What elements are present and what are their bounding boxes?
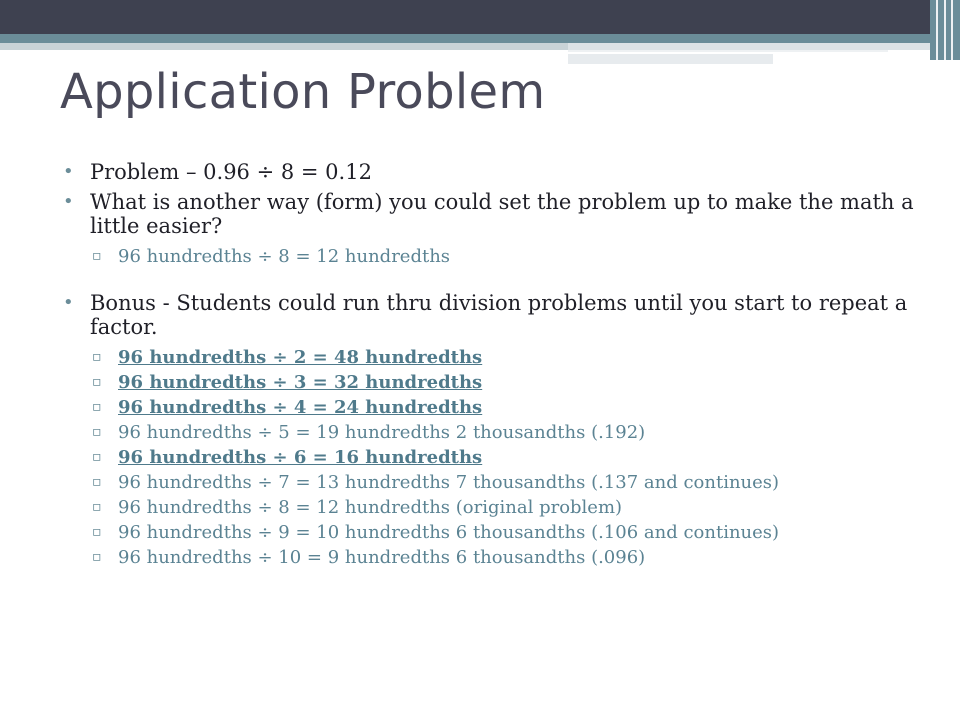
bonus-item-text: 96 hundredths ÷ 10 = 9 hundredths 6 thousandths (.096) (118, 547, 646, 568)
bonus-item (60, 420, 920, 445)
sub-bullet-icon: ▫ (92, 549, 102, 565)
bonus-item-text: 96 hundredths ÷ 7 = 13 hundredths 7 thousandths (.137 and continues) (118, 472, 780, 493)
bullet-icon: • (63, 191, 74, 212)
bonus-item-link[interactable] (60, 370, 920, 395)
sub-bullet-icon: ▫ (92, 399, 102, 415)
sub-bullet-icon: ▫ (92, 349, 102, 365)
sub-bullet-icon: ▫ (92, 248, 102, 264)
bullet-bonus (60, 291, 920, 339)
right-accent-line (936, 0, 938, 60)
bonus-item-link[interactable] (60, 395, 920, 420)
bonus-item-link[interactable] (60, 345, 920, 370)
bonus-item-text[interactable]: 96 hundredths ÷ 4 = 24 hundredths (118, 397, 483, 418)
bonus-item (60, 520, 920, 545)
teal-band (0, 34, 930, 43)
bullet-icon: • (63, 161, 74, 182)
sub-bullet-icon: ▫ (92, 474, 102, 490)
bullet-question (60, 190, 920, 238)
bullet-text: Problem – 0.96 ÷ 8 = 0.12 (90, 160, 372, 184)
bullet-icon: • (63, 292, 74, 313)
bonus-item (60, 545, 920, 570)
sub-bullet-answer (60, 244, 920, 269)
bonus-item-text[interactable]: 96 hundredths ÷ 2 = 48 hundredths (118, 347, 483, 368)
bonus-item-text: 96 hundredths ÷ 8 = 12 hundredths (original problem) (118, 497, 623, 518)
sub-bullet-icon: ▫ (92, 374, 102, 390)
bullet-text: Bonus - Students could run thru division problems until you start to repeat a factor. (90, 291, 908, 339)
top-bar (0, 0, 960, 34)
sub-bullet-icon: ▫ (92, 449, 102, 465)
right-accent-line (944, 0, 946, 60)
sub-bullet-icon: ▫ (92, 424, 102, 440)
sub-bullet-icon: ▫ (92, 524, 102, 540)
sub-bullet-icon: ▫ (92, 499, 102, 515)
bonus-item-text[interactable]: 96 hundredths ÷ 6 = 16 hundredths (118, 447, 483, 468)
bonus-item-text: 96 hundredths ÷ 9 = 10 hundredths 6 thousandths (.106 and continues) (118, 522, 780, 543)
bonus-item-text: 96 hundredths ÷ 5 = 19 hundredths 2 thousandths (.192) (118, 422, 646, 443)
light-band (568, 54, 773, 64)
bonus-list (60, 345, 920, 570)
slide-title: Application Problem (60, 64, 546, 120)
slide-body (60, 160, 920, 570)
right-accent-bar (930, 0, 960, 60)
gray-band (0, 43, 568, 50)
white-line (568, 50, 888, 52)
bonus-item-link[interactable] (60, 445, 920, 470)
gray-band-right (568, 43, 930, 50)
sub-bullet-text: 96 hundredths ÷ 8 = 12 hundredths (118, 246, 451, 267)
bonus-item (60, 495, 920, 520)
bonus-item-text[interactable]: 96 hundredths ÷ 3 = 32 hundredths (118, 372, 483, 393)
bullet-problem (60, 160, 920, 184)
spacer (60, 269, 920, 291)
bonus-item (60, 470, 920, 495)
right-accent-line (951, 0, 953, 60)
bullet-text: What is another way (form) you could set the problem up to make the math a little easier? (90, 190, 914, 238)
